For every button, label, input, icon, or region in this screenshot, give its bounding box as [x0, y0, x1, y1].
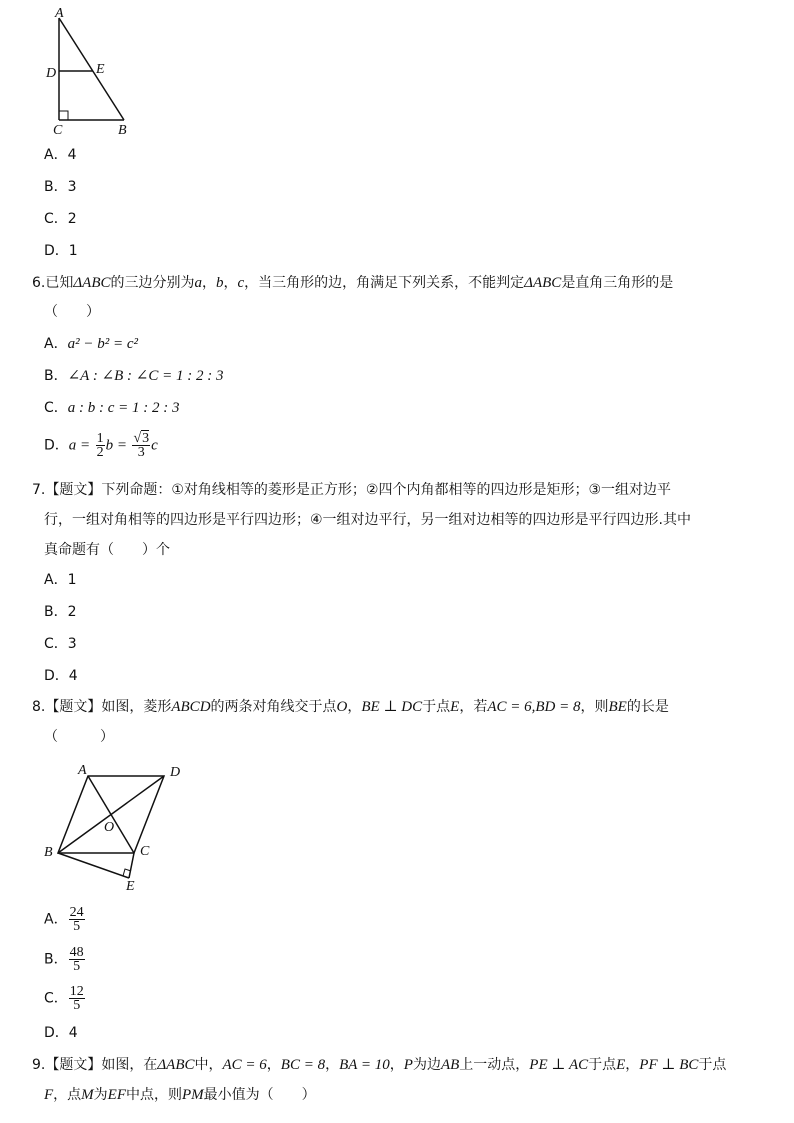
label-e: E — [126, 879, 135, 894]
q8-option-d[interactable]: D．4 — [44, 1025, 78, 1041]
q8-option-a[interactable]: A． $\frac{24}{5}$ — [44, 905, 84, 934]
q7-option-b[interactable]: B．2 — [44, 604, 77, 620]
q5-option-d[interactable]: D．1 — [44, 243, 78, 259]
label-a: A — [78, 763, 87, 778]
q6-option-b[interactable]: B．∠A : ∠B : ∠C = 1 : 2 : 3 — [44, 368, 224, 384]
q8-stem: 8.【题文】如图，菱形ABCD的两条对角线交于点O，BE ⊥ DC于点E，若AC = 6,BD = 8，则BE的长是 — [32, 699, 669, 715]
q8-option-c[interactable]: C． $\frac{12}{5}$ — [44, 984, 84, 1013]
label-o: O — [104, 820, 115, 835]
label-d: D — [170, 765, 181, 780]
q7-stem-line3: 真命题有（ ）个 — [44, 542, 170, 558]
label-c: C — [140, 844, 150, 859]
q7-stem-line1: 7.【题文】下列命题：①对角线相等的菱形是正方形；②四个内角都相等的四边形是矩形；③一组对边平 — [32, 482, 672, 498]
label-c: C — [53, 123, 63, 136]
q8-paren: （ ） — [44, 729, 114, 745]
q7-stem-line2: 行，一组对角相等的四边形是平行四边形；④一组对边平行，另一组对边相等的四边形是平行四边形.其中 — [44, 512, 691, 528]
q6-stem: 6.已知ΔABC的三边分别为a，b，c，当三角形的边，角满足下列关系，不能判定ΔABC是直角三角形的是 — [32, 275, 674, 291]
label-e: E — [96, 62, 105, 77]
q5-option-a[interactable]: A．4 — [44, 147, 77, 163]
q5-option-c[interactable]: C．2 — [44, 211, 77, 227]
q9-stem-line2: F，点M为EF中点，则PM最小值为（ ） — [44, 1087, 316, 1103]
figure-right-triangle — [40, 4, 140, 136]
figure-rhombus — [40, 760, 200, 895]
q6-option-c[interactable]: C．a : b : c = 1 : 2 : 3 — [44, 400, 180, 416]
q9-stem-line1: 9.【题文】如图，在ΔABC中，AC = 6，BC = 8，BA = 10，P为边AB上一动点，PE ⊥ AC于点E，PF ⊥ BC于点 — [32, 1057, 727, 1073]
label-a: A — [55, 6, 64, 21]
q7-option-d[interactable]: D．4 — [44, 668, 78, 684]
q5-option-b[interactable]: B．3 — [44, 179, 77, 195]
q6-option-a[interactable]: A．a² − b² = c² — [44, 336, 138, 352]
label-b: B — [118, 123, 127, 136]
label-b: B — [44, 845, 53, 860]
q7-option-a[interactable]: A．1 — [44, 572, 77, 588]
q6-option-d[interactable]: D．a = $\frac{1}{2}$ b = $\frac{√3}{3}$ c — [44, 431, 158, 460]
q6-paren: （ ） — [44, 304, 100, 320]
label-d: D — [46, 66, 57, 81]
q7-option-c[interactable]: C．3 — [44, 636, 77, 652]
q8-option-b[interactable]: B． $\frac{48}{5}$ — [44, 945, 84, 974]
